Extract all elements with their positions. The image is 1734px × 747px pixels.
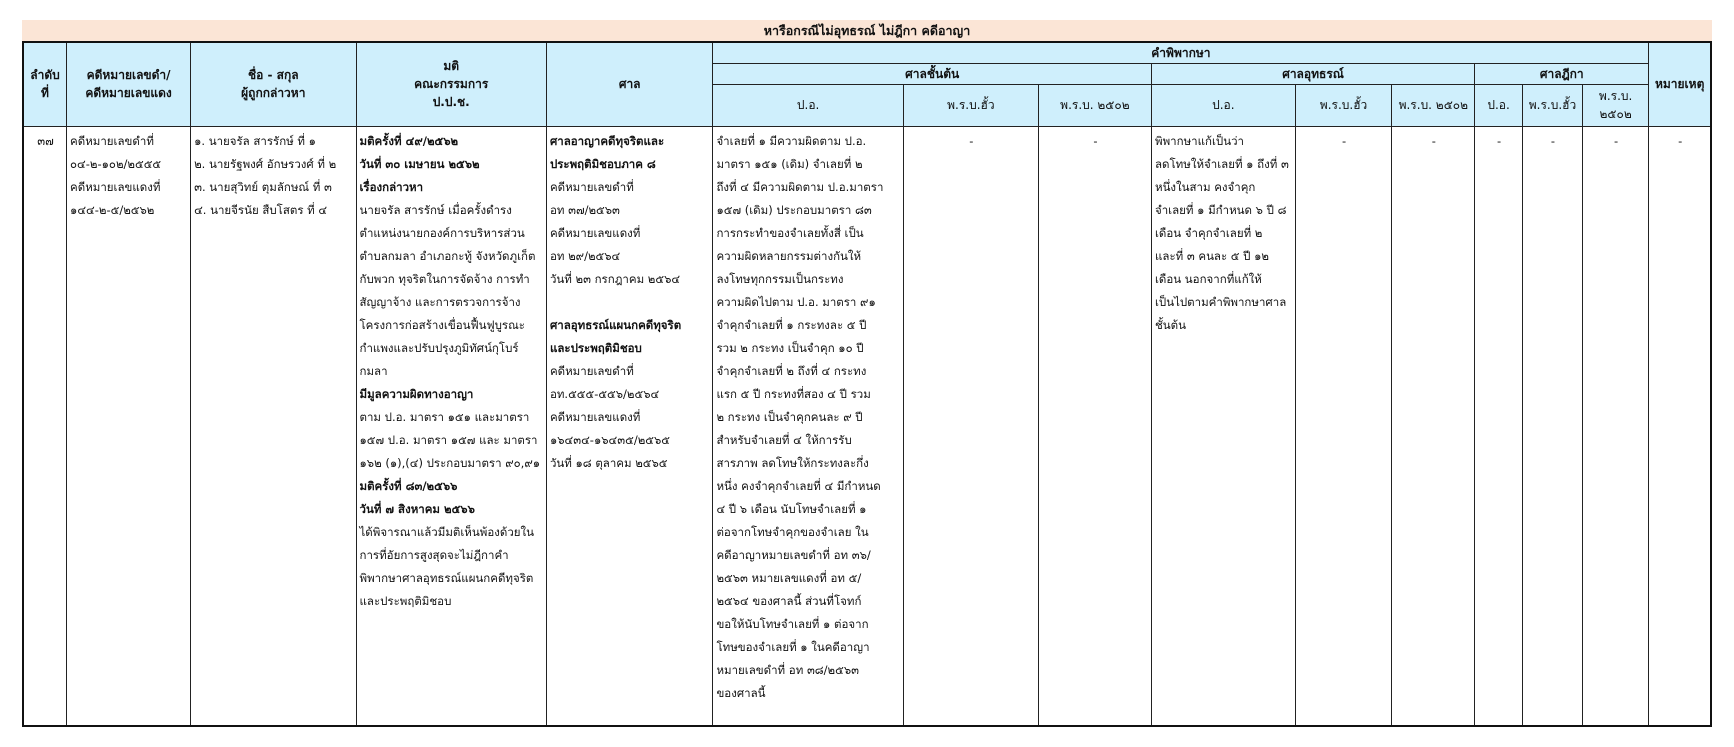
table-row [23, 126, 1711, 726]
row-supreme-bid-act: - [1523, 126, 1583, 726]
cell-text-line: โครงการก่อสร้างเขื่อนฟื้นฟูบูรณะ [359, 317, 525, 332]
cell-text-line: ความผิดไปตาม ป.อ. มาตรา ๙๑ [716, 294, 876, 309]
cell-text-line: อท.๕๕๕-๕๕๖/๒๕๖๔ [549, 386, 660, 401]
header-case-number: คดีหมายเลขดำ/ คดีหมายเลขแดง [67, 42, 191, 126]
cell-text-line: มติครั้งที่ ๔๙/๒๕๖๒ [359, 133, 459, 148]
header-no: ลำดับ ที่ [23, 42, 67, 126]
cell-text-line: ๑๖๒ (๑),(๔) ประกอบมาตรา ๙๐,๙๑ [359, 455, 541, 470]
cell-text-line: ตำแหน่งนายกองค์การบริหารส่วน [359, 225, 525, 240]
row-case-number: คดีหมายเลขดำที่ ๐๔-๒-๑๐๒/๒๕๕๕ คดีหมายเลขแดงที่ ๑๔๔-๒-๕/๒๕๖๒ [67, 126, 191, 726]
cell-text-line: คดีอาญาหมายเลขดำที่ อท ๓๖/ [716, 547, 871, 562]
cell-text-line: ๑๖๔๓๔-๑๖๔๓๕/๒๕๖๕ [549, 432, 670, 447]
header-supreme-bid-act: พ.ร.บ.ฮั้ว [1523, 84, 1583, 126]
row-remark: - [1649, 126, 1711, 726]
cell-text-line: และที่ ๓ คนละ ๕ ปี ๑๒ [1154, 248, 1270, 263]
header-court-first-instance: ศาลชั้นต้น [713, 63, 1152, 84]
cell-text-line: สัญญาจ้าง และการตรวจการจ้าง [359, 294, 521, 309]
cell-text-line: การกระทำของจำเลยทั้งสี่ เป็น [716, 225, 864, 240]
cell-text-line: ตำบลกมลา อำเภอกะทู้ จังหวัดภูเก็ต [359, 248, 536, 263]
cell-text-line: นายจรัล สารรักษ์ เมื่อครั้งดำรง [359, 202, 512, 217]
cell-text-line: จำเลยที่ ๑ มีความผิดตาม ป.อ. [716, 133, 867, 148]
cell-text-line: เรื่องกล่าวหา [359, 179, 424, 194]
cell-text-line: ตาม ป.อ. มาตรา ๑๕๑ และมาตรา [359, 409, 530, 424]
cell-text-line: มติครั้งที่ ๘๓/๒๕๖๖ [359, 478, 458, 493]
header-judgment: คำพิพากษา [713, 42, 1649, 63]
header-appeal-penal-code: ป.อ. [1151, 84, 1295, 126]
cell-text-line: วันที่ ๒๓ กรกฎาคม ๒๕๖๔ [549, 271, 681, 286]
cell-text-line: อท ๓๗/๒๕๖๓ [549, 202, 620, 217]
header-appeal-act-2502: พ.ร.บ. ๒๕๐๒ [1392, 84, 1475, 126]
row-appeal-act-2502: - [1392, 126, 1475, 726]
cell-text-line: กมลา [359, 363, 388, 378]
header-accused-name: ชื่อ - สกุล ผู้ถูกกล่าวหา [191, 42, 356, 126]
header-appeal-bid-act: พ.ร.บ.ฮั้ว [1295, 84, 1392, 126]
cell-text-line: โทษของจำเลยที่ ๑ ในคดีอาญา [716, 639, 870, 654]
row-court-details [546, 126, 713, 726]
row-supreme-act-2502: - [1582, 126, 1648, 726]
cell-text-line: สำหรับจำเลยที่ ๔ ให้การรับ [716, 432, 852, 447]
cell-text-line: จำคุกจำเลยที่ ๒ ถึงที่ ๔ กระทง [716, 363, 867, 378]
cell-text-line: มาตรา ๑๕๑ (เดิม) จำเลยที่ ๒ [716, 156, 863, 171]
cell-text-line: จำคุกจำเลยที่ ๑ กระทงละ ๕ ปี [716, 317, 867, 332]
cell-text-line: กำแพงและปรับปรุงภูมิทัศน์กุโบร์ [359, 340, 519, 355]
cell-text-line: และประพฤติมิชอบ [549, 340, 642, 355]
cell-text-line [550, 291, 711, 314]
row-first-act-2502: - [1038, 126, 1151, 726]
cell-text-line: ๒ กระทง เป็นจำคุกคนละ ๙ ปี [716, 409, 863, 424]
cell-text-line: พิพากษาแก้เป็นว่า [1154, 133, 1244, 148]
row-supreme-penal-code: - [1475, 126, 1523, 726]
header-court-appeal: ศาลอุทธรณ์ [1151, 63, 1474, 84]
header-nacc-resolution: มติ คณะกรรมการ ป.ป.ช. [356, 42, 546, 126]
header-first-bid-act: พ.ร.บ.ฮั้ว [903, 84, 1038, 126]
case-table [22, 41, 1712, 727]
cell-text-line: จำเลยที่ ๑ มีกำหนด ๖ ปี ๘ [1154, 202, 1287, 217]
row-first-penal-judgment [713, 126, 903, 726]
cell-text-line: วันที่ ๓๐ เมษายน ๒๕๖๒ [359, 156, 480, 171]
spreadsheet [22, 20, 1712, 727]
cell-text-line: คดีหมายเลขดำที่ [549, 363, 634, 378]
row-nacc-resolution [356, 126, 546, 726]
cell-text-line: ๒๕๖๓ หมายเลขแดงที่ อท ๕/ [716, 570, 862, 585]
cell-text-line: ต่อจากโทษจำคุกของจำเลย ใน [716, 524, 869, 539]
row-number: ๓๗ [23, 126, 67, 726]
cell-text-line: รวม ๒ กระทง เป็นจำคุก ๑๐ ปี [716, 340, 864, 355]
cell-text-line: ความผิดหลายกรรมต่างกันให้ [716, 248, 862, 263]
cell-text-line: คดีหมายเลขแดงที่ [549, 409, 641, 424]
cell-text-line: เดือน นอกจากที่แก้ให้ [1154, 271, 1262, 286]
cell-text-line: วันที่ ๗ สิงหาคม ๒๕๖๖ [359, 501, 475, 516]
header-court-supreme: ศาลฎีกา [1475, 63, 1649, 84]
cell-text-line: อท ๒๙/๒๕๖๔ [549, 248, 621, 263]
cell-text-line: และประพฤติมิชอบ [359, 593, 452, 608]
header-supreme-act-2502: พ.ร.บ. ๒๕๐๒ [1582, 84, 1648, 126]
header-remark: หมายเหตุ [1649, 42, 1711, 126]
cell-text-line: ประพฤติมิชอบภาค ๘ [549, 156, 656, 171]
cell-text-line: เป็นไปตามคำพิพากษาศาล [1154, 294, 1287, 309]
cell-text-line: หนึ่ง คงจำคุกจำเลยที่ ๔ มีกำหนด [716, 478, 881, 493]
cell-text-line: ลดโทษให้จำเลยที่ ๑ ถึงที่ ๓ [1154, 156, 1289, 171]
cell-text-line: ได้พิจารณาแล้วมีมติเห็นพ้องด้วยใน [359, 524, 534, 539]
sheet-title: หารือกรณีไม่อุทธรณ์ ไม่ฎีกา คดีอาญา [22, 20, 1712, 41]
cell-text-line: ถึงที่ ๔ มีความผิดตาม ป.อ.มาตรา [716, 179, 884, 194]
cell-text-line: ศาลอาญาคดีทุจริตและ [549, 133, 665, 148]
header-court: ศาล [546, 42, 713, 126]
cell-text-line: ลงโทษทุกกรรมเป็นกระทง [716, 271, 844, 286]
row-appeal-penal-judgment [1151, 126, 1295, 726]
row-appeal-bid-act: - [1295, 126, 1392, 726]
cell-text-line: สารภาพ ลดโทษให้กระทงละกึ่ง [716, 455, 869, 470]
cell-text-line: วันที่ ๑๘ ตุลาคม ๒๕๖๕ [549, 455, 668, 470]
header-first-penal-code: ป.อ. [713, 84, 903, 126]
cell-text-line: ๑๕๗ ป.อ. มาตรา ๑๕๗ และ มาตรา [359, 432, 538, 447]
cell-text-line: แรก ๕ ปี กระทงที่สอง ๔ ปี รวม [716, 386, 871, 401]
cell-text-line: ๑๕๗ (เดิม) ประกอบมาตรา ๘๓ [716, 202, 872, 217]
cell-text-line: กับพวก ทุจริตในการจัดจ้าง การทำ [359, 271, 530, 286]
cell-text-line: หนึ่งในสาม คงจำคุก [1154, 179, 1256, 194]
cell-text-line: เดือน จำคุกจำเลยที่ ๒ [1154, 225, 1263, 240]
cell-text-line: ชั้นต้น [1154, 317, 1186, 332]
cell-text-line: ๔ ปี ๖ เดือน นับโทษจำเลยที่ ๑ [716, 501, 867, 516]
cell-text-line: พิพากษาศาลอุทธรณ์แผนกคดีทุจริต [359, 570, 534, 585]
cell-text-line: การที่อัยการสูงสุดจะไม่ฎีกาคำ [359, 547, 509, 562]
cell-text-line: ของศาลนี้ [716, 685, 766, 700]
row-first-bid-act: - [903, 126, 1038, 726]
cell-text-line: ขอให้นับโทษจำเลยที่ ๑ ต่อจาก [716, 616, 869, 631]
cell-text-line: หมายเลขดำที่ อท ๓๘/๒๕๖๓ [716, 662, 859, 677]
header-first-act-2502: พ.ร.บ. ๒๕๐๒ [1038, 84, 1151, 126]
cell-text-line: คดีหมายเลขดำที่ [549, 179, 634, 194]
cell-text-line: คดีหมายเลขแดงที่ [549, 225, 641, 240]
header-supreme-penal-code: ป.อ. [1475, 84, 1523, 126]
row-accused-names: ๑. นายจรัล สารรักษ์ ที่ ๑ ๒. นายรัฐพงศ์ อักษรวงศ์ ที่ ๒ ๓. นายสุวิทย์ ตุมลักษณ์ ที่ ๓ ๔. นายจีรนัย สืบโสตร ที่ ๔ [191, 126, 356, 726]
cell-text-line: ศาลอุทธรณ์แผนกคดีทุจริต [549, 317, 682, 332]
cell-text-line: มีมูลความผิดทางอาญา [359, 386, 474, 401]
cell-text-line: ๒๕๖๔ ของศาลนี้ ส่วนที่โจทก์ [716, 593, 862, 608]
